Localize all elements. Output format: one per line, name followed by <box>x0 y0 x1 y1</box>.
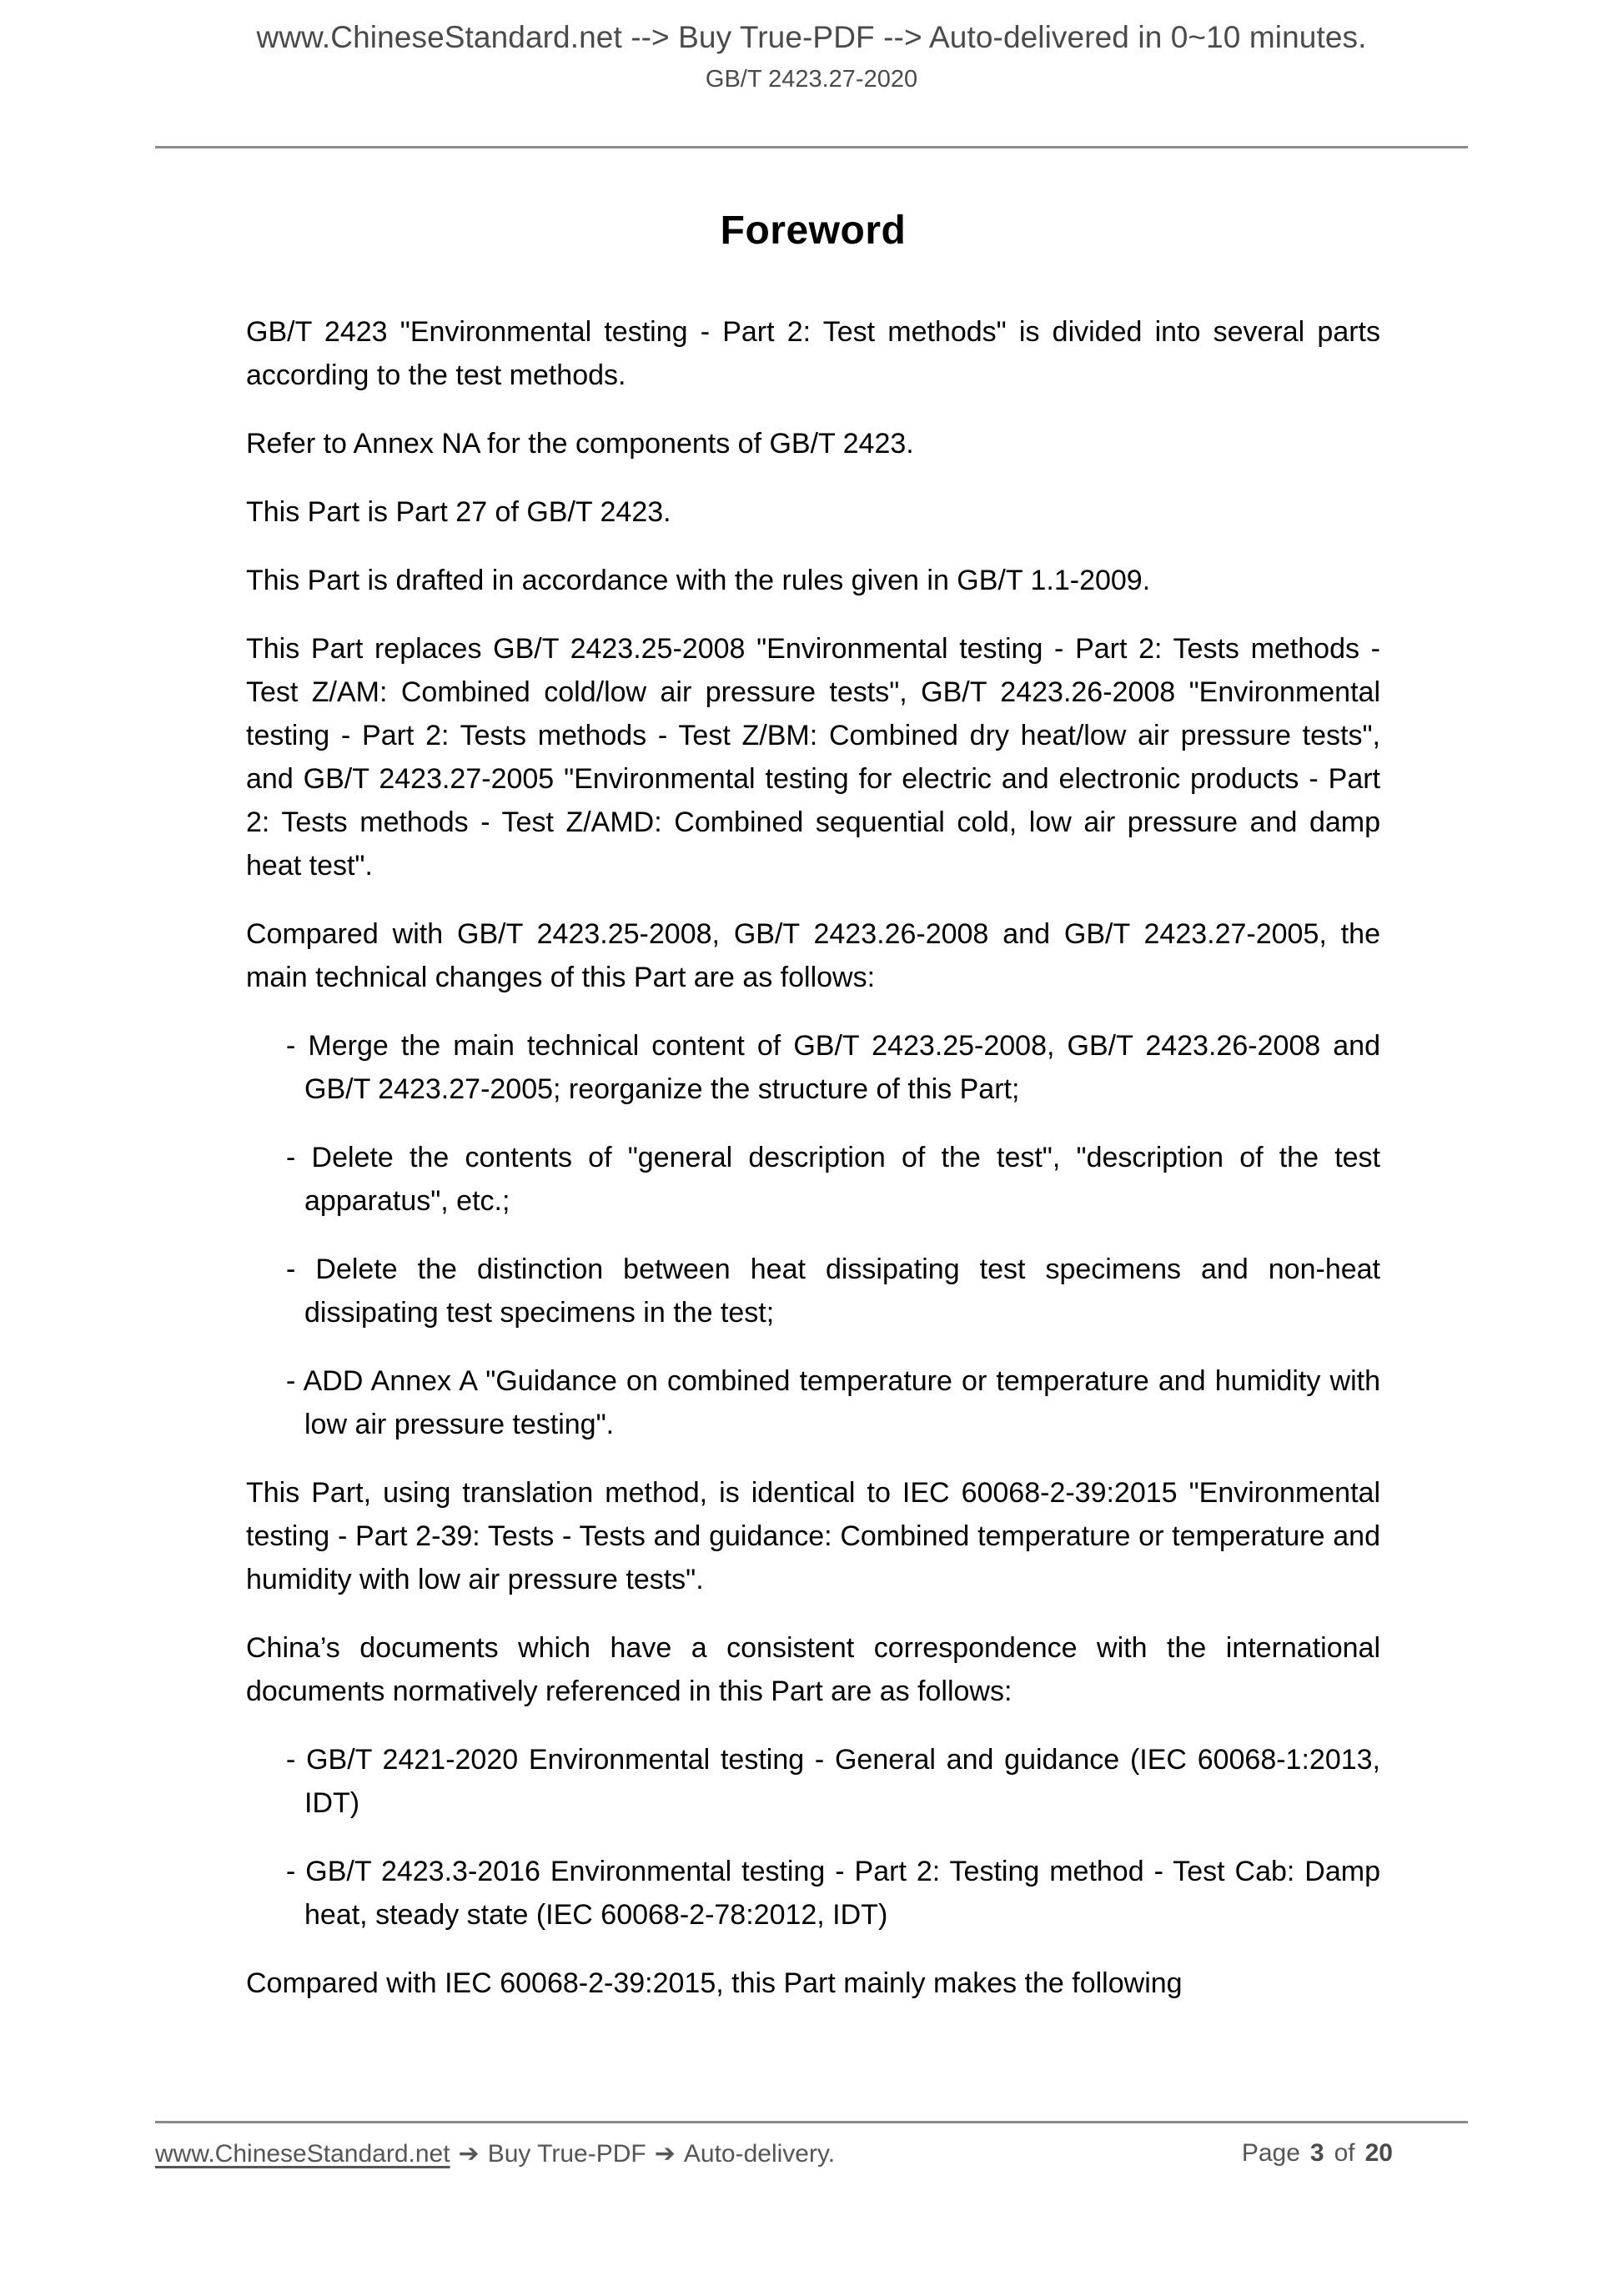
list-item: - Delete the contents of "general description of the test", "description of the test apparatus", etc.; <box>286 1141 1380 1217</box>
paragraph-part-number: This Part is Part 27 of GB/T 2423. <box>246 495 671 528</box>
list-item: - Delete the distinction between heat dissipating test specimens and non-heat dissipating test specimens in the test; <box>286 1253 1380 1329</box>
document-content <box>246 207 1380 2005</box>
paragraph-drafting-rules: This Part is drafted in accordance with the rules given in GB/T 1.1-2009. <box>246 564 1151 596</box>
footer-buy-label: Buy True-PDF <box>487 2139 646 2168</box>
reference-list <box>246 1738 1380 1937</box>
paragraph-identical-to-iec: This Part, using translation method, is identical to IEC 60068-2-39:2015 "Environmental testing - Part 2-39: Tests - Tests and guidance: Combined temperature or temperature and humidity with low air pressure tests". <box>246 1476 1380 1595</box>
page-title: Foreword <box>720 208 907 253</box>
list-item: - GB/T 2423.3-2016 Environmental testing - Part 2: Testing method - Test Cab: Damp heat, steady state (IEC 60068-2-78:2012, IDT) <box>286 1855 1380 1931</box>
footer-delivery-label: Auto-delivery. <box>683 2139 836 2168</box>
paragraph-annex-na: Refer to Annex NA for the components of GB/T 2423. <box>246 427 914 460</box>
header-promo-text: www.ChineseStandard.net --> Buy True-PDF --> Auto-delivered in 0~10 minutes. <box>256 20 1367 54</box>
paragraph-china-documents: China’s documents which have a consistent correspondence with the international documents normatively referenced in this Part are as follows: <box>246 1631 1380 1707</box>
arrow-right-icon: ➔ <box>654 2139 676 2168</box>
paragraph-compared-with-iec: Compared with IEC 60068-2-39:2015, this Part mainly makes the following <box>246 1967 1183 1999</box>
of-label: of <box>1334 2139 1355 2167</box>
paragraph-compared-changes-intro: Compared with GB/T 2423.25-2008, GB/T 2423.26-2008 and GB/T 2423.27-2005, the main technical changes of this Part are as follows: <box>246 917 1380 993</box>
page-footer <box>155 2132 1468 2175</box>
header-standard-number: GB/T 2423.27-2020 <box>705 66 918 93</box>
paragraph-replaces: This Part replaces GB/T 2423.25-2008 "Environmental testing - Part 2: Tests methods - Test Z/AM: Combined cold/low air pressure tests", GB/T 2423.26-2008 "Environmental testing - Part 2: Tests methods - Test Z/BM: Combined dry heat/low air pressure tests", and GB/T 2423.27-2005 "Environmental testing for electric and electronic products - Part 2: Tests methods - Test Z/AMD: Combined sequential cold, low air pressure and damp heat test". <box>246 632 1380 882</box>
page-number: 3 <box>1309 2139 1324 2167</box>
paragraph-intro: GB/T 2423 "Environmental testing - Part 2: Test methods" is divided into several parts according to the test methods. <box>246 315 1380 391</box>
page-header <box>0 18 1623 94</box>
page-label: Page <box>1241 2139 1300 2167</box>
footer-promo <box>155 2139 835 2168</box>
header-divider <box>155 146 1468 148</box>
page-indicator <box>1242 2139 1393 2168</box>
list-item: - ADD Annex A "Guidance on combined temperature or temperature and humidity with low air pressure testing". <box>286 1364 1380 1440</box>
list-item: - Merge the main technical content of GB/T 2423.25-2008, GB/T 2423.26-2008 and GB/T 2423.27-2005; reorganize the structure of this Part; <box>286 1029 1380 1105</box>
changes-list <box>246 1024 1380 1446</box>
page-total: 20 <box>1364 2139 1393 2167</box>
footer-divider <box>155 2121 1468 2123</box>
arrow-right-icon: ➔ <box>458 2139 480 2168</box>
footer-site-link[interactable]: www.ChineseStandard.net <box>155 2139 450 2168</box>
list-item: - GB/T 2421-2020 Environmental testing - General and guidance (IEC 60068-1:2013, IDT) <box>286 1743 1380 1819</box>
